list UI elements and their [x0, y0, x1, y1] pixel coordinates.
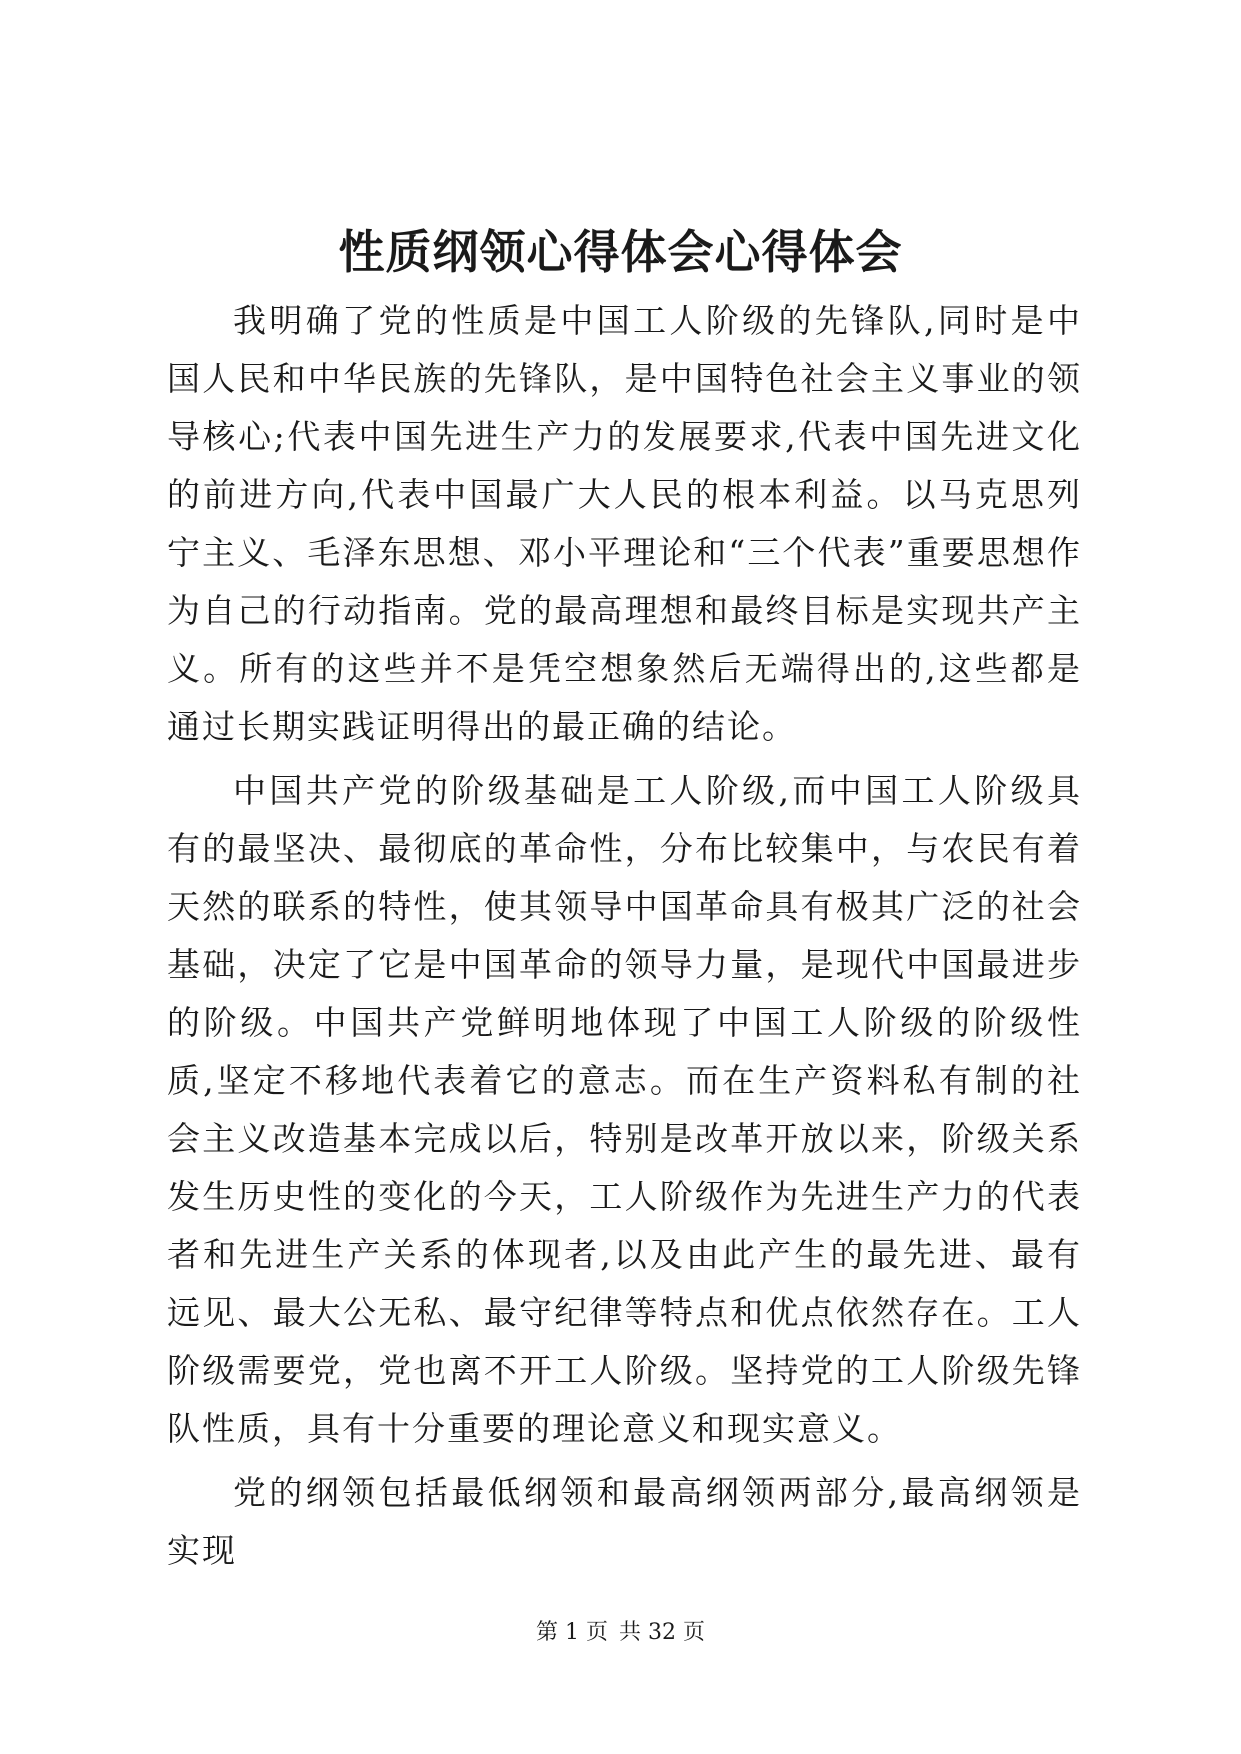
- paragraph-1: 我明确了党的性质是中国工人阶级的先锋队,同时是中国人民和中华民族的先锋队，是中国特色社会主义事业的领导核心;代表中国先进生产力的发展要求,代表中国先进文化的前进方向,代表中国最广大人民的根本利益。以马克思列宁主义、毛泽东思想、邓小平理论和“三个代表”重要思想作为自己的行动指南。党的最高理想和最终目标是实现共产主义。所有的这些并不是凭空想象然后无端得出的,这些都是通过长期实践证明得出的最正确的结论。: [167, 301, 1082, 746]
- paragraph-3: 党的纲领包括最低纲领和最高纲领两部分,最高纲领是实现: [167, 1473, 1082, 1570]
- paragraph-2: 中国共产党的阶级基础是工人阶级,而中国工人阶级具有的最坚决、最彻底的革命性，分布比较集中，与农民有着天然的联系的特性，使其领导中国革命具有极其广泛的社会基础，决定了它是中国革命的领导力量，是现代中国最进步的阶级。中国共产党鲜明地体现了中国工人阶级的阶级性质,坚定不移地代表着它的意志。而在生产资料私有制的社会主义改造基本完成以后，特别是改革开放以来，阶级关系发生历史性的变化的今天，工人阶级作为先进生产力的代表者和先进生产关系的体现者,以及由此产生的最先进、最有远见、最大公无私、最守纪律等特点和优点依然存在。工人阶级需要党，党也离不开工人阶级。坚持党的工人阶级先锋队性质，具有十分重要的理论意义和现实意义。: [167, 771, 1082, 1448]
- page-footer: [0, 1618, 1241, 1648]
- page-number: 第 1 页: [536, 1620, 608, 1645]
- document-title: 性质纲领心得体会心得体会: [338, 225, 903, 279]
- document-body: [167, 292, 1082, 1586]
- page-total: 共 32 页: [619, 1620, 705, 1645]
